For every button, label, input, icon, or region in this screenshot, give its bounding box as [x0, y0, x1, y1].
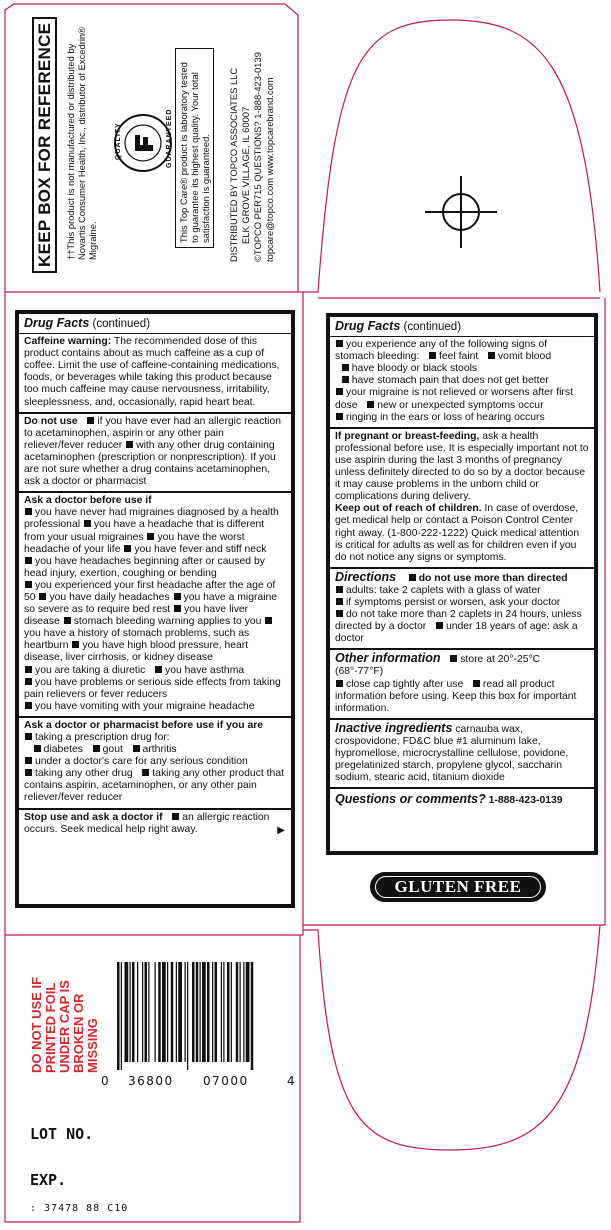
- ask-doctor-item: you have asthma: [165, 664, 245, 676]
- keep-box-label: KEEP BOX FOR REFERENCE: [32, 17, 57, 273]
- do-not-use-item: if you have ever had an allergic reaction to acetaminophen, aspirin or any other pain reliever/fever reducer: [24, 415, 282, 451]
- caffeine-warning-text: The recommended dose of this product contains about as much caffeine as a cup of coffee. Limit the use of caffeine-containing medications, foods, or beverages while taking this product because too much caffeine may cause nervousness, irritability, sleeplessness, and, occasionally, rapid heart beat.: [24, 336, 280, 408]
- ask-pharmacist-item: taking any other product that contains aspirin, acetaminophen, or any other pain reliever/fever reducer: [24, 768, 284, 804]
- print-code: : 37478 88 C10: [30, 1203, 129, 1214]
- distributor-line-4: topcare@topco.com www.topcarebrand.com: [264, 77, 275, 262]
- barcode-bar: [130, 962, 131, 1062]
- ask-doctor-item: stomach bleeding warning applies to you: [73, 616, 262, 628]
- barcode: [115, 962, 285, 1072]
- barcode-bar: [212, 962, 213, 1062]
- ask-doctor-section: [19, 491, 291, 716]
- barcode-bar: [187, 962, 188, 1070]
- distributor-line-1: DISTRIBUTED BY TOPCO ASSOCIATES LLC: [228, 67, 239, 262]
- stop-use-item: ringing in the ears or loss of hearing occurs: [346, 411, 545, 423]
- ask-pharmacist-item: gout: [102, 744, 123, 756]
- barcode-bar: [207, 962, 210, 1062]
- barcode-bar: [243, 962, 244, 1062]
- barcode-bar: [167, 962, 168, 1062]
- ask-doctor-item: you experienced your first headache after the age of 50: [24, 579, 276, 603]
- questions-section: [330, 787, 594, 810]
- caffeine-warning-section: [19, 334, 291, 412]
- stop-use-item: have bloody or black stools: [351, 363, 478, 375]
- drug-facts-title: Drug Facts: [335, 319, 401, 333]
- stop-use-item: your migraine is not relieved or worsens after first dose: [335, 387, 573, 411]
- directions-item: do not use more than directed: [418, 572, 568, 584]
- ask-pharmacist-item: under a doctor's care for any serious condition: [35, 756, 248, 768]
- other-information-section: [330, 648, 594, 717]
- barcode-bar: [221, 962, 222, 1062]
- keep-out-of-reach-label: Keep out of reach of children.: [335, 503, 482, 515]
- questions-label: Questions or comments?: [335, 792, 486, 807]
- stop-use-label: Stop use and ask a doctor if: [24, 811, 163, 823]
- barcode-bar: [231, 962, 232, 1062]
- pregnancy-section: [330, 427, 594, 567]
- seal-text-top: QUALITY: [115, 122, 122, 160]
- do-not-use-section: [19, 412, 291, 492]
- do-not-use-label: Do not use: [24, 415, 78, 427]
- ask-doctor-item: you have liver disease: [24, 604, 249, 628]
- directions-item: do not take more than 2 caplets in 24 hours, unless directed by a doctor: [335, 609, 582, 633]
- barcode-bar: [223, 962, 224, 1062]
- quality-guarantee-box: This Top Care® product is laboratory tested to guarantee its highest quality. Your total satisfaction is guaranteed.: [175, 48, 214, 248]
- questions-phone: 1-888-423-0139: [485, 795, 563, 807]
- ask-doctor-item: you have fever and stiff neck: [134, 543, 267, 555]
- barcode-bar: [200, 962, 201, 1062]
- other-information-label: Other information: [335, 651, 441, 666]
- ask-pharmacist-item: arthritis: [142, 744, 177, 756]
- stop-use-continued-section: [330, 337, 594, 427]
- barcode-bar: [215, 962, 218, 1062]
- stop-use-section: [19, 808, 291, 839]
- lot-number-label: LOT NO.: [30, 1125, 94, 1143]
- stop-use-item: new or unexpected symptoms occur: [377, 399, 544, 411]
- pregnancy-text: ask a health professional before use. It is especially important not to use aspirin during the last 3 months of pregnancy unless definitely directed to do so by a doctor because it may cause problems in the unborn child or complications during delivery.: [335, 430, 589, 503]
- barcode-bar: [132, 962, 135, 1062]
- ask-doctor-item: you are taking a diuretic: [35, 664, 146, 676]
- caffeine-warning-label: Caffeine warning:: [24, 336, 112, 348]
- barcode-bar: [236, 962, 239, 1062]
- drug-facts-continued: (continued): [400, 321, 462, 333]
- do-not-use-item: with any other drug containing acetaminophen (prescription or nonprescription). If you are not sure whether a drug contains acetaminophen, ask a doctor or pharmacist: [24, 439, 276, 488]
- seal-text-bottom: GUARANTEED: [166, 108, 173, 168]
- barcode-bar: [145, 962, 148, 1062]
- ask-doctor-item: you have headaches beginning after or caused by head injury, exertion, coughing or bending: [24, 555, 265, 579]
- pregnancy-label: If pregnant or breast-feeding,: [335, 430, 480, 442]
- barcode-bar: [155, 962, 156, 1062]
- barcode-bar: [176, 962, 177, 1062]
- drug-facts-right-panel: [326, 313, 598, 855]
- barcode-bar: [202, 962, 206, 1062]
- barcode-bar: [192, 962, 195, 1062]
- ask-doctor-item: you have never had migraines diagnosed by a health professional: [24, 507, 279, 531]
- stop-use-item: feel faint: [439, 351, 479, 363]
- ask-doctor-item: you have a migraine so severe as to require bed rest: [24, 591, 278, 616]
- ask-pharmacist-section: [19, 716, 291, 808]
- ask-pharmacist-item: taking any other drug: [35, 768, 133, 780]
- trademark-note: ††This product is not manufactured or distributed by Novartis Consumer Health, Inc., distributor of Excedrin® Migraine.: [65, 26, 98, 260]
- distributor-line-2: ELK GROVE VILLAGE, IL 60007: [240, 106, 251, 244]
- ask-pharmacist-item: taking a prescription drug for:: [35, 732, 170, 743]
- drug-facts-left-panel: [15, 310, 295, 908]
- barcode-bar: [246, 962, 250, 1062]
- drug-facts-title: Drug Facts: [24, 316, 90, 330]
- directions-item: under 18 years of age: ask a doctor: [335, 621, 578, 645]
- barcode-digit-group-2: 07000: [203, 1074, 249, 1088]
- drug-facts-continued: (continued): [89, 318, 151, 330]
- registration-mark: [425, 176, 497, 248]
- keep-out-of-reach-text: In case of overdose, get medical help or contact a Poison Control Center right away. (1-800-222-1222) Quick medical attention is critical for adults as well as for children even if you do not notice any signs or symptoms.: [335, 503, 580, 563]
- inactive-ingredients-section: [330, 718, 594, 787]
- barcode-digit-group-1: 36800: [128, 1074, 174, 1088]
- continue-arrow-icon: ▶: [277, 824, 285, 836]
- ask-doctor-item: you have the worst headache of your life: [24, 531, 245, 555]
- barcode-bar: [227, 962, 230, 1062]
- gluten-free-text: GLUTEN FREE: [394, 877, 522, 896]
- barcode-bar: [121, 962, 122, 1070]
- barcode-digit-last: 4: [287, 1074, 295, 1088]
- barcode-bar: [117, 962, 120, 1070]
- ask-doctor-item: you have a headache that is different from your usual migraines: [24, 519, 265, 543]
- inactive-ingredients-text: carnauba wax, crospovidone, FD&C blue #1 aluminum lake, hypromellose, microcrystalline cellulose, povidone, pregelatinized starch, propylene glycol, saccharin sodium, stearic acid, titanium dioxide: [335, 723, 569, 784]
- ask-doctor-label: Ask a doctor before use if: [24, 495, 152, 507]
- drug-facts-header: [330, 317, 594, 337]
- ask-doctor-item: you have vomiting with your migraine headache: [35, 700, 255, 712]
- barcode-bar: [125, 962, 129, 1062]
- barcode-bar: [251, 962, 254, 1070]
- stop-use-item: have stomach pain that does not get better: [351, 375, 549, 387]
- barcode-bar: [240, 962, 241, 1062]
- barcode-bar: [171, 962, 174, 1062]
- inactive-ingredients-label: Inactive ingredients: [335, 720, 453, 735]
- directions-label: Directions: [335, 569, 397, 584]
- barcode-bar: [137, 962, 138, 1062]
- barcode-bar: [158, 962, 161, 1062]
- drug-facts-header: [19, 314, 291, 334]
- gluten-free-badge: [370, 872, 546, 902]
- other-information-item: close cap tightly after use: [346, 678, 464, 690]
- ask-doctor-item: you have high blood pressure, heart disease, liver cirrhosis, or kidney disease: [24, 640, 249, 664]
- barcode-bar: [162, 962, 166, 1062]
- ask-doctor-item: you have a history of stomach problems, such as heartburn: [24, 628, 250, 652]
- stop-use-item: you experience any of the following signs of stomach bleeding:: [335, 339, 548, 363]
- other-information-item: read all product information before using. Keep this box for important information.: [335, 678, 577, 714]
- barcode-digit-first: 0: [101, 1074, 109, 1088]
- directions-item: if symptoms persist or worsen, ask your doctor: [346, 596, 561, 608]
- ask-pharmacist-item: diabetes: [43, 744, 83, 756]
- barcode-bar: [185, 962, 186, 1062]
- ask-pharmacist-label: Ask a doctor or pharmacist before use if you are: [24, 719, 264, 731]
- directions-item: adults: take 2 caplets with a glass of water: [346, 584, 541, 596]
- stop-use-item: an allergic reaction occurs. Seek medical help right away.: [24, 811, 270, 835]
- barcode-bar: [148, 962, 149, 1062]
- other-information-item: store at 20°-25°C (68°-77°F): [335, 654, 541, 678]
- directions-section: [330, 567, 594, 649]
- barcode-bar: [142, 962, 143, 1062]
- expiration-label: EXP.: [30, 1171, 67, 1189]
- ask-doctor-item: you have daily headaches: [49, 591, 170, 603]
- foil-warning: DO NOT USE IF PRINTED FOIL UNDER CAP IS BROKEN OR MISSING: [29, 976, 100, 1073]
- barcode-bar: [196, 962, 199, 1062]
- distributor-line-3: ©TOPCO PER715 QUESTIONS? 1-888-423-0139: [252, 52, 263, 262]
- ask-doctor-item: you have problems or serious side effects from taking pain relievers or fever reducers: [24, 676, 281, 700]
- stop-use-item: vomit blood: [497, 351, 552, 363]
- barcode-bar: [178, 962, 182, 1062]
